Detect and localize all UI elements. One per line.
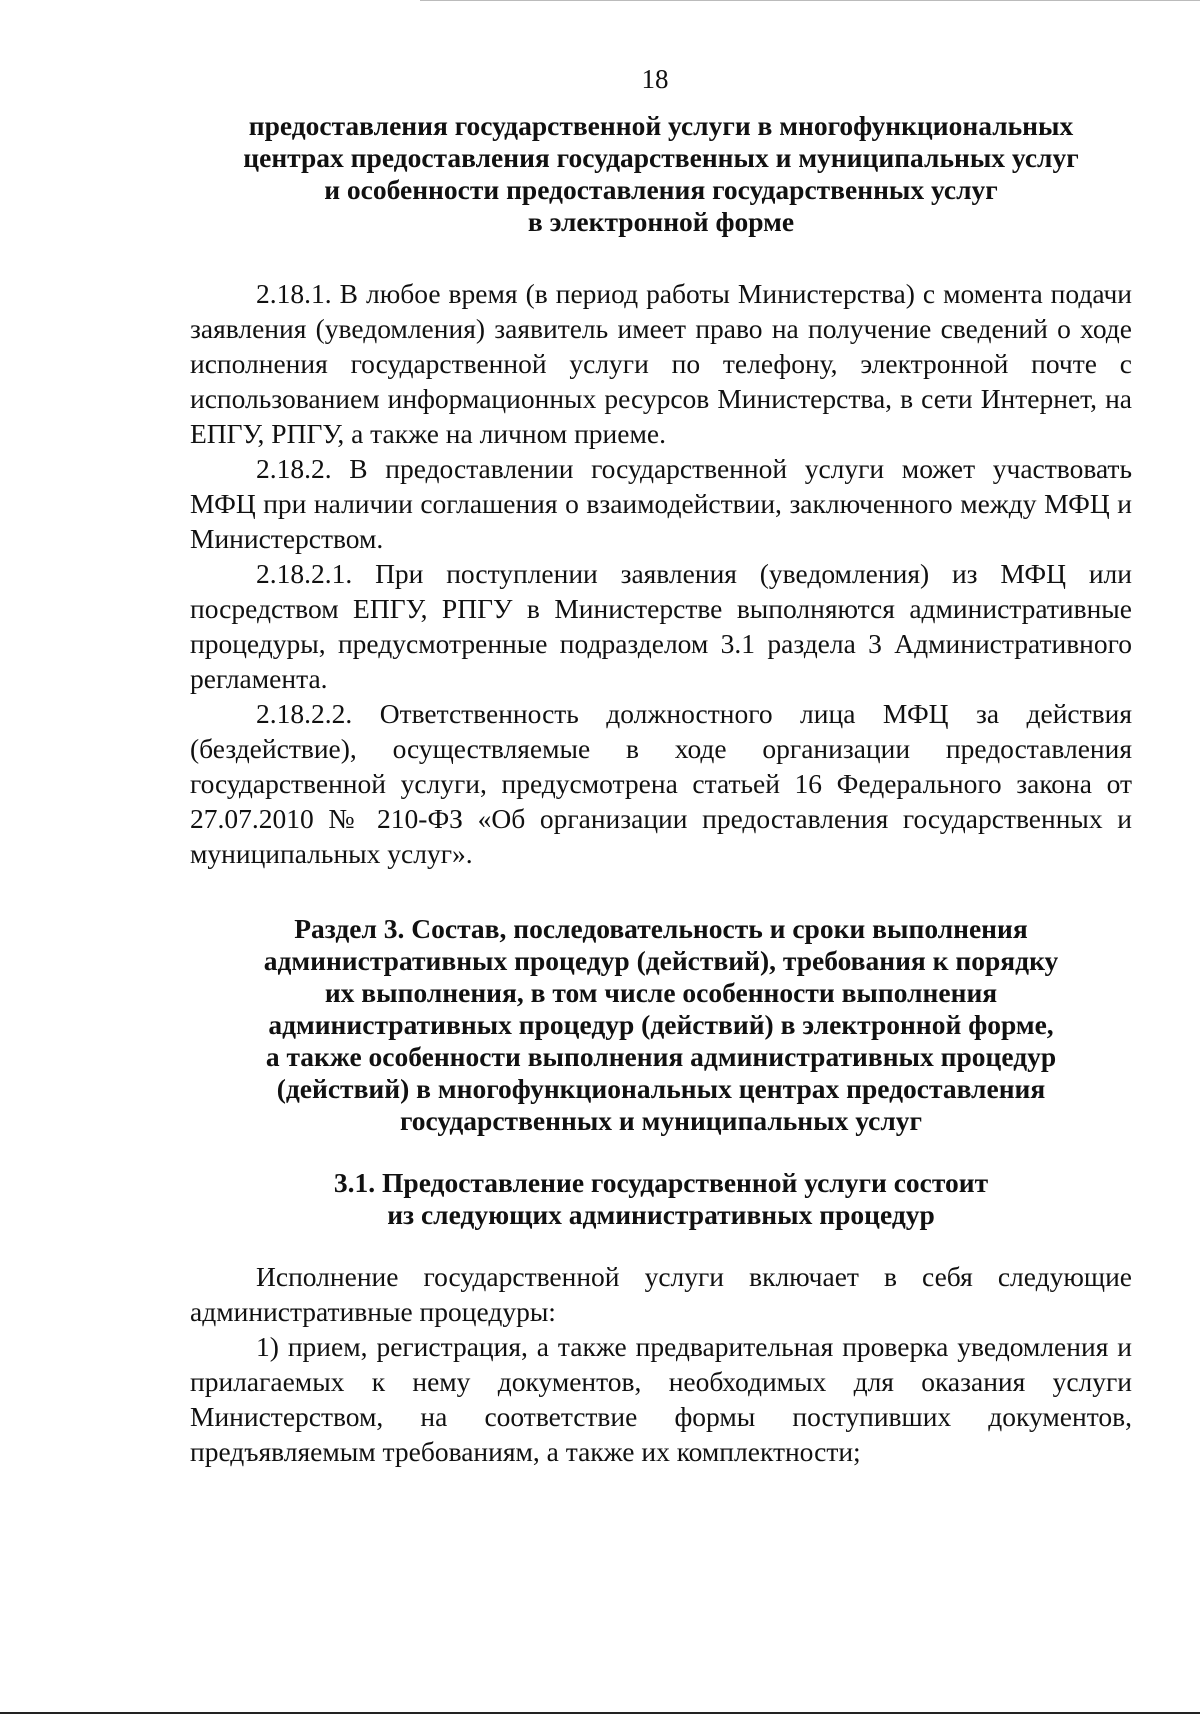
heading-line: из следующих административных процедур [387,1199,935,1230]
paragraph-procedures-intro: Исполнение государственной услуги включает в себя следующие административные процедуры: [190,1261,1132,1327]
document-body [190,110,1132,1469]
paragraph-2-18-2: 2.18.2. В предоставлении государственной услуги может участвовать МФЦ при наличии соглашения о взаимодействии, заключенного между МФЦ и Министерством. [190,453,1132,554]
heading-line: Раздел 3. Состав, последовательность и сроки выполнения [294,913,1028,944]
heading-line: в электронной форме [527,206,795,237]
heading-line: и особенности предоставления государственных услуг [324,174,998,205]
page-number: 18 [641,64,669,94]
paragraph-2-18-2-1: 2.18.2.1. При поступлении заявления (уведомления) из МФЦ или посредством ЕПГУ, РПГУ в Министерстве выполняются административные процедуры, предусмотренные подразделом 3.1 раздела 3 Административного регламента. [190,558,1132,694]
heading-line: 3.1. Предоставление государственной услуги состоит [333,1167,989,1198]
heading-line: предоставления государственной услуги в многофункциональных [248,110,1074,141]
heading-line: государственных и муниципальных услуг [399,1105,923,1136]
heading-line: их выполнения, в том числе особенности выполнения [324,977,998,1008]
paragraph-procedure-1: 1) прием, регистрация, а также предварительная проверка уведомления и прилагаемых к нему документов, необходимых для оказания услуги Министерством, на соответствие формы поступивших документов, предъявляемым требованиям, а также их комплектности; [190,1331,1132,1467]
section-heading-2-18 [190,110,1132,238]
scan-edge-bottom [0,1712,1200,1714]
heading-line: (действий) в многофункциональных центрах предоставления [276,1073,1046,1104]
heading-line: административных процедур (действий), требования к порядку [263,945,1059,976]
heading-line: административных процедур (действий) в электронной форме, [268,1009,1054,1040]
paragraph-2-18-1: 2.18.1. В любое время (в период работы Министерства) с момента подачи заявления (уведомления) заявитель имеет право на получение сведений о ходе исполнения государственной услуги по телефону, электронной почте с использованием информационных ресурсов Министерства, в сети Интернет, на ЕПГУ, РПГУ, а также на личном приеме. [190,278,1132,449]
heading-line: а также особенности выполнения административных процедур [265,1041,1057,1072]
section-3-heading [190,913,1132,1137]
scan-edge-top [420,0,1200,1]
subsection-3-1-heading [190,1167,1132,1231]
paragraph-2-18-2-2: 2.18.2.2. Ответственность должностного лица МФЦ за действия (бездействие), осуществляемые в ходе организации предоставления государственной услуги, предусмотрена статьей 16 Федерального закона от 27.07.2010 № 210-ФЗ «Об организации предоставления государственных и муниципальных услуг». [190,698,1132,869]
heading-line: центрах предоставления государственных и муниципальных услуг [243,142,1079,173]
